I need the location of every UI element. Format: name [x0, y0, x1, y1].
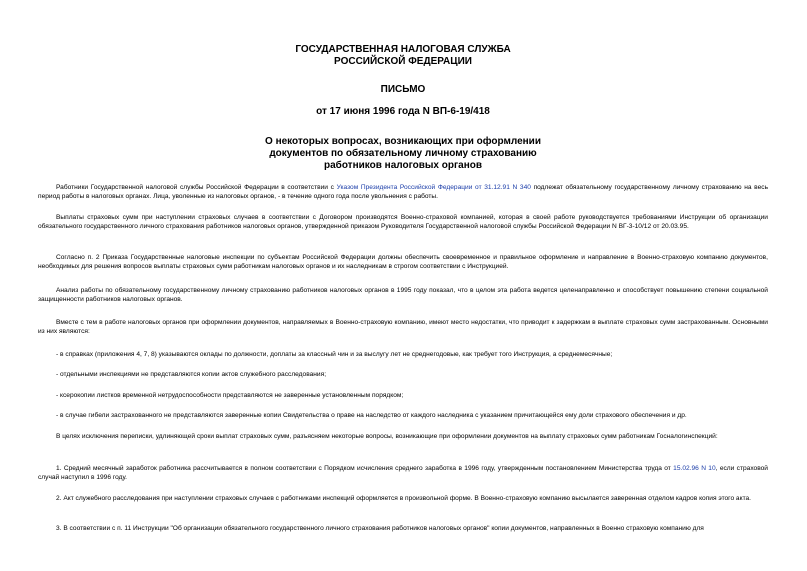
paragraph-3-text: Согласно п. 2 Приказа Государственные налоговые инспекции по субъектам Российской Федерации должны обеспечить своевременное и правильное оформление и направление в Военно-страховую компанию документов, необходимых для решения вопросов выплаты страховых сумм работникам налоговых органов и их наследникам в строгом соответствии с Инструкцией.	[38, 254, 768, 270]
numbered-item-3	[38, 524, 768, 533]
decree-link[interactable]: Указом Президента Российской Федерации от 31.12.91 N 340	[336, 184, 531, 191]
document-title-line-2: документов по обязательному личному страхованию	[269, 148, 537, 159]
paragraph-1-text-a: Работники Государственной налоговой службы Российской Федерации в соответствии с	[56, 184, 337, 191]
paragraph-6	[38, 432, 768, 441]
labor-ministry-link[interactable]: 15.02.96 N 10	[673, 465, 716, 472]
list-item-2-text: - отдельными инспекциями не представляются копии актов служебного расследования;	[56, 371, 327, 378]
numbered-item-3-text: 3. В соответствии с п. 11 Инструкции "Об организации обязательного государственного личного страхования работников налоговых органов" копии документов, направленных в Военно страховую компанию для	[56, 525, 704, 532]
numbered-item-1-text-b: , если страховой случай наступил в 1996 году.	[38, 465, 768, 481]
numbered-item-1-text-a: 1. Средний месячный заработок работника рассчитывается в полном соответствии с Порядком исчисления среднего заработка в 1996 году, утвержденным постановлением Министерства труда от	[56, 465, 674, 472]
paragraph-5	[38, 318, 768, 336]
paragraph-5-text: Вместе с тем в работе налоговых органов при оформлении документов, направляемых в Военно-страховую компанию, имеют место недостатки, что приводит к задержкам в выплате страховых сумм застрахованным. Основными из них являются:	[38, 319, 768, 335]
paragraph-2-text: Выплаты страховых сумм при наступлении страховых случаев в соответствии с Договором производятся Военно-страховой компанией, которая в своей работе руководствуется требованиями Инструкции об организации обязательного государственного личного страхования работников налоговых органов, утвержденной приказом Руководителя Государственной налоговой службы Российской Федерации N ВГ-3-10/12 от 20.03.95.	[38, 214, 768, 230]
list-item-4	[38, 411, 768, 420]
paragraph-4	[38, 286, 768, 304]
paragraph-1-text-b: подлежат обязательному государственному личному страхованию на весь период работы в налоговых органах. Лица, уволенные из налоговых органов, - в течение одного года после увольнения с работы.	[38, 184, 769, 200]
document-date-number: от 17 июня 1996 года N ВП-6-19/418	[316, 106, 490, 117]
issuer-line-2: РОССИЙСКОЙ ФЕДЕРАЦИИ	[334, 56, 472, 67]
list-item-1	[38, 350, 768, 359]
list-item-3	[38, 391, 768, 400]
document-title-line-1: О некоторых вопросах, возникающих при оформлении	[265, 136, 541, 147]
numbered-item-1	[38, 464, 768, 482]
list-item-3-text: - ксерокопии листков временной нетрудоспособности представляются не заверенные установленным порядком;	[56, 392, 404, 399]
document-title-line-3: работников налоговых органов	[323, 160, 483, 171]
paragraph-2	[38, 213, 768, 231]
list-item-4-text: - в случае гибели застрахованного не представляются заверенные копии Свидетельства о праве на наследство от каждого наследника с указанием причитающейся ему доли страхового обеспечения и др.	[56, 412, 687, 419]
paragraph-3	[38, 253, 768, 271]
document-type: ПИСЬМО	[380, 84, 426, 95]
paragraph-1	[38, 183, 768, 201]
numbered-item-2-text: 2. Акт служебного расследования при наступлении страховых случаев с работниками инспекций оформляется в произвольной форме. В Военно-страховую компанию высылается заверенная отделом кадров копия этого акта.	[56, 495, 752, 502]
list-item-2	[38, 370, 768, 379]
paragraph-6-text: В целях исключения переписки, удлиняющей сроки выплат страховых сумм, разъясняем некоторые вопросы, возникающие при оформлении документов на выплату страховых сумм работникам Госналогинспекций:	[56, 433, 718, 440]
paragraph-4-text: Анализ работы по обязательному государственному личному страхованию работников налоговых органов в 1995 году показал, что в целом эта работа ведется целенаправленно и способствует повышению степени социальной защищенности работников налоговых органов.	[38, 287, 768, 303]
document-page	[38, 44, 768, 172]
list-item-1-text: - в справках (приложения 4, 7, 8) указываются оклады по должности, доплаты за классный чин и за выслугу лет не среднегодовые, как требует того Инструкция, а среднемесячные;	[56, 351, 613, 358]
numbered-item-2	[38, 494, 768, 503]
issuer-line-1: ГОСУДАРСТВЕННАЯ НАЛОГОВАЯ СЛУЖБА	[295, 44, 511, 55]
